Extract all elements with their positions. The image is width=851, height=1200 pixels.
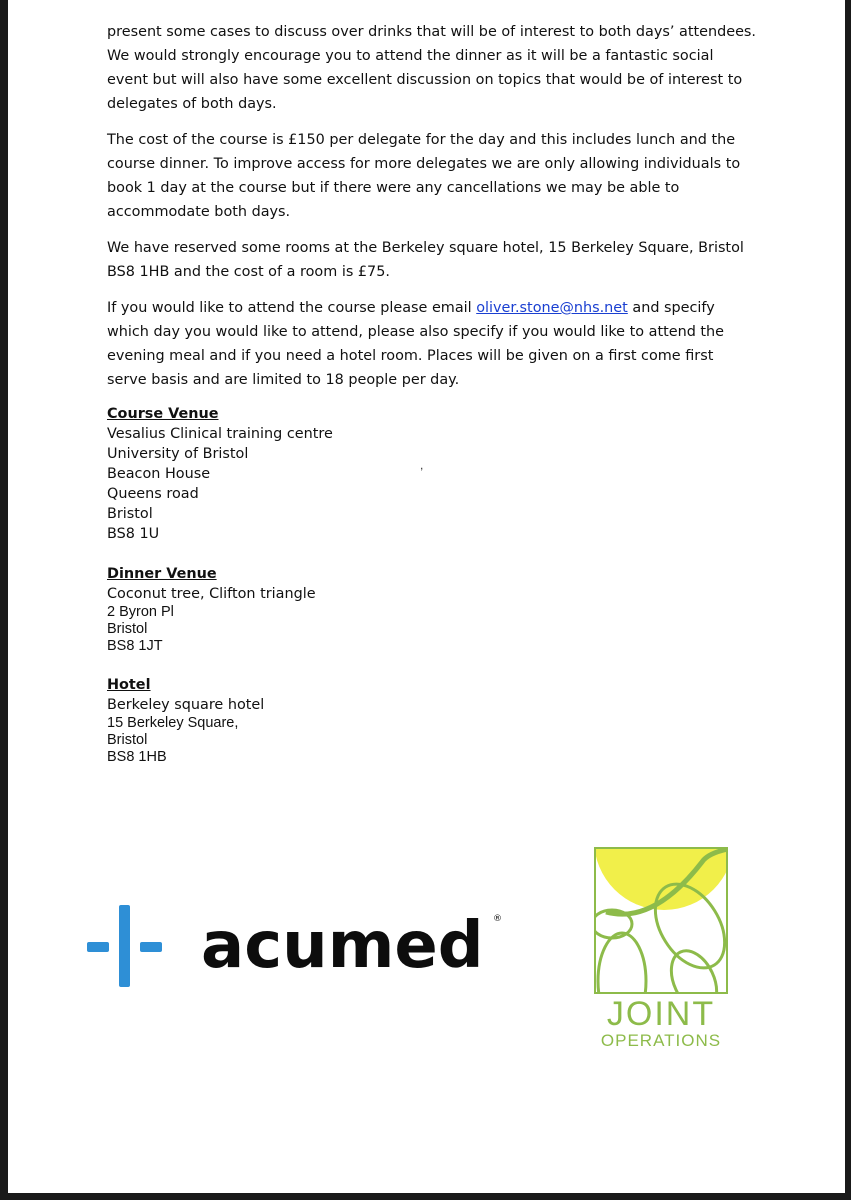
course-venue-line: Beacon House	[107, 466, 211, 482]
dinner-venue-title: Dinner Venue	[107, 566, 217, 582]
hotel-line: BS8 1HB	[107, 749, 167, 765]
hotel-title: Hotel	[107, 677, 151, 693]
hotel-line: Berkeley square hotel	[107, 697, 265, 713]
cross-left	[87, 942, 109, 952]
dinner-venue-line: BS8 1JT	[107, 638, 163, 654]
acumed-logo	[87, 905, 507, 995]
course-venue-line: Bristol	[107, 506, 153, 522]
paragraph-cost: The cost of the course is £150 per delegate for the day and this includes lunch and the course dinner. To improve access for more delegates we are only allowing individuals to book 1 day at the course but if there were any cancellations we may be able to accommodate both days.	[107, 132, 741, 220]
paragraph-hotel: We have reserved some rooms at the Berkeley square hotel, 15 Berkeley Square, Bristol BS8 1HB and the cost of a room is £75.	[107, 240, 744, 280]
cross-vertical	[119, 905, 130, 987]
acumed-wordmark: acumed	[201, 909, 484, 983]
dinner-venue-line: Coconut tree, Clifton triangle	[107, 586, 316, 602]
acumed-cross-icon	[87, 905, 162, 987]
stray-comma: ,	[420, 458, 424, 472]
dinner-venue-line: 2 Byron Pl	[107, 604, 174, 620]
hotel-block	[107, 675, 757, 766]
document-page	[8, 0, 845, 1193]
course-venue-block	[107, 404, 757, 544]
dinner-venue-block	[107, 564, 757, 655]
course-venue-line: Queens road	[107, 486, 199, 502]
joint-text: JOINT	[606, 995, 716, 1033]
course-venue-title: Course Venue	[107, 406, 219, 422]
joint-operations-logo	[594, 846, 744, 1056]
hotel-line: 15 Berkeley Square,	[107, 715, 239, 731]
email-link[interactable]: oliver.stone@nhs.net	[476, 300, 628, 316]
course-venue-line: BS8 1U	[107, 526, 160, 542]
operations-text: OPERATIONS	[600, 1031, 722, 1050]
letter-body	[107, 20, 757, 786]
paragraph-booking	[107, 296, 757, 392]
cross-right	[140, 942, 162, 952]
paragraph-dinner: present some cases to discuss over drinks that will be of interest to both days’ attendees. We would strongly encourage you to attend the dinner as it will be a fantastic social event but will also have some excellent discussion on topics that would be of interest to delegates of both days.	[107, 24, 757, 112]
address-list	[107, 404, 757, 766]
course-venue-line: Vesalius Clinical training centre	[107, 426, 333, 442]
hotel-line: Bristol	[107, 732, 148, 748]
dinner-venue-line: Bristol	[107, 621, 148, 637]
course-venue-line: University of Bristol	[107, 446, 249, 462]
registered-mark: ®	[493, 914, 502, 924]
booking-text-start: If you would like to attend the course please email	[107, 300, 477, 316]
booking-text-end: and specify which day you would like to attend, please also specify if you would like to attend the evening meal and if you need a hotel room. Places will be given on a first come first serve basis and are limited to 18 people per day.	[107, 300, 725, 388]
